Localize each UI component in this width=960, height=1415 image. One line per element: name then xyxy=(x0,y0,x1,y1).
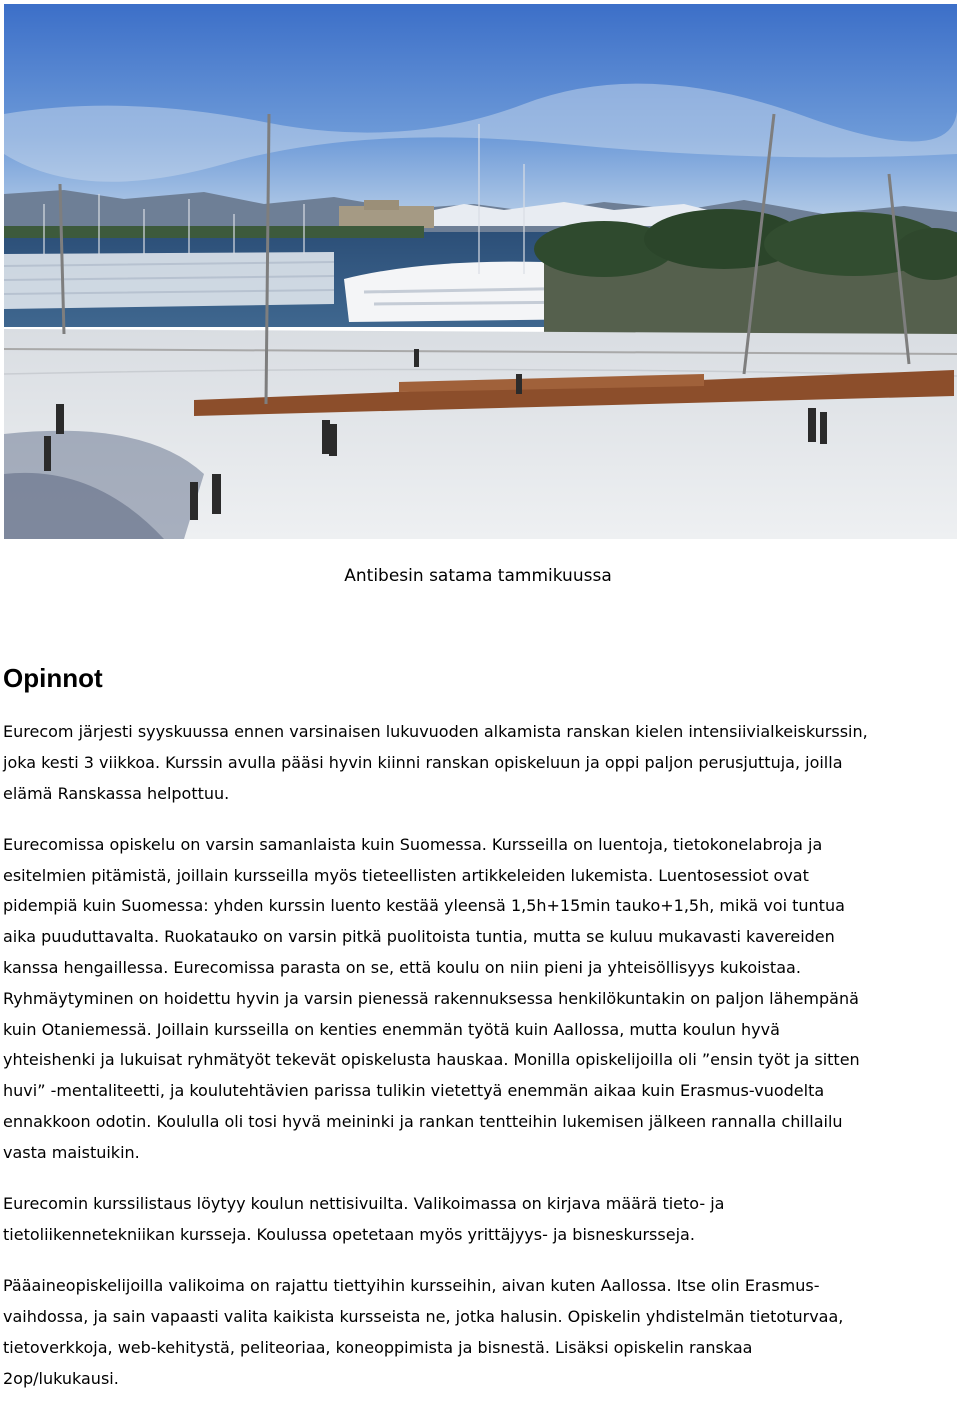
paragraph-line: tietoverkkoja, web-kehitystä, peliteoriaa, koneoppimista ja bisnestä. Lisäksi opiskelin ranskaa xyxy=(3,1337,753,1357)
paragraph-line: vasta maistuikin. xyxy=(3,1142,140,1162)
paragraph-line: Pääaineopiskelijoilla valikoima on rajattu tiettyihin kursseihin, aivan kuten Aallossa. Itse olin Erasmus- xyxy=(3,1276,820,1296)
paragraph-line: yhteishenki ja lukuisat ryhmätyöt tekevät opiskelusta hauskaa. Monilla opiskelijoilla oli ”ensin työt ja sitten xyxy=(3,1050,860,1070)
paragraph-line: Ryhmäytyminen on hoidettu hyvin ja varsin pienessä rakennuksessa henkilökuntakin on paljon lähempänä xyxy=(3,988,859,1008)
paragraph-line: kanssa hengaillessa. Eurecomissa parasta on se, että koulu on niin pieni ja yhteisöllisyys kukoistaa. xyxy=(3,958,801,978)
paragraph-line: ennakkoon odotin. Koululla oli tosi hyvä meininki ja rankan tentteihin lukemisen jälkeen rannalla chillailu xyxy=(3,1112,843,1132)
paragraph-line: joka kesti 3 viikkoa. Kurssin avulla pääsi hyvin kiinni ranskan opiskeluun ja oppi paljon perusjuttuja, joilla xyxy=(3,752,843,772)
paragraph-line: elämä Ranskassa helpottuu. xyxy=(3,783,230,803)
photo-caption: Antibesin satama tammikuussa xyxy=(344,566,612,586)
paragraph-line: huvi” -mentaliteetti, ja koulutehtävien parissa tulikin vietettyä enemmän aikaa kuin Erasmus-vuodelta xyxy=(3,1081,825,1101)
paragraph-line: pidempiä kuin Suomessa: yhden kurssin luento kestää yleensä 1,5h+15min tauko+1,5h, mikä voi tuntua xyxy=(3,896,845,916)
paragraph-studies xyxy=(3,830,953,1169)
section-heading: Opinnot xyxy=(3,663,103,693)
paragraph-line: Eurecomissa opiskelu on varsin samanlaista kuin Suomessa. Kursseilla on luentoja, tietokonelabroja ja xyxy=(3,834,823,854)
article-body xyxy=(3,717,953,1415)
paragraph-line: esitelmien pitämistä, joillain kursseilla myös tieteellisten artikkeleiden lukemista. Luentosessiot ovat xyxy=(3,865,809,885)
paragraph-course-list xyxy=(3,1189,953,1251)
paragraph-line: vaihdossa, ja sain vapaasti valita kaikista kursseista ne, jotka halusin. Opiskelin yhdistelmän tietoturvaa, xyxy=(3,1307,844,1327)
paragraph-line: 2op/lukukausi. xyxy=(3,1368,119,1388)
paragraph-line: Eurecomin kurssilistaus löytyy koulun nettisivuilta. Valikoimassa on kirjava määrä tieto- ja xyxy=(3,1194,725,1214)
paragraph-language-course xyxy=(3,717,953,809)
paragraph-line: aika puuduttavalta. Ruokatauko on varsin pitkä puolitoista tuntia, mutta se kuluu mukavasti kavereiden xyxy=(3,927,835,947)
paragraph-line: kuin Otaniemessä. Joillain kursseilla on kenties enemmän työtä kuin Aallossa, mutta koulun hyvä xyxy=(3,1019,780,1039)
paragraph-line: tietoliikennetekniikan kursseja. Koulussa opetetaan myös yrittäjyys- ja bisneskursseja. xyxy=(3,1224,695,1244)
paragraph-line: Eurecom järjesti syyskuussa ennen varsinaisen lukuvuoden alkamista ranskan kielen intensiivialkeiskurssin, xyxy=(3,722,868,741)
antibes-harbor-photo xyxy=(4,4,957,539)
paragraph-course-selection xyxy=(3,1271,953,1394)
